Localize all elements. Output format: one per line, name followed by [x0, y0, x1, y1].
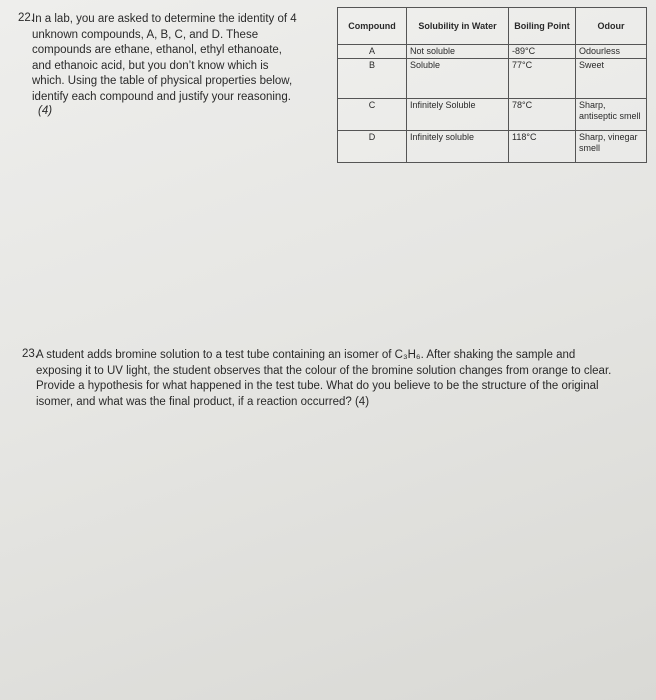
cell-odour: Sweet — [576, 59, 647, 99]
question-23-text: A student adds bromine solution to a test tube containing an isomer of C₃H₆. After shaking the sample and exposing it to UV light, the student observes that the colour of the bromine solution changes from orange to clear. Provide a hypothesis for what happened in the test tube. What do you believe to be the structure of the original isomer, and what was the final product, if a reaction occurred? (4) — [36, 349, 612, 408]
question-22-text: In a lab, you are asked to determine the identity of 4 unknown compounds, A, B, C, and D. These compounds are ethane, ethanol, ethyl ethanoate, and ethanoic acid, but you don’t know which is which. Using the table of physical properties below, identify each compound and justify your reasoning. — [32, 13, 297, 103]
cell-odour: Odourless — [576, 45, 647, 59]
table-row — [338, 99, 647, 131]
cell-boiling-point: 77°C — [509, 59, 576, 99]
cell-odour: Sharp, vinegar smell — [576, 131, 647, 163]
cell-boiling-point: 118°C — [509, 131, 576, 163]
cell-solubility: Infinitely soluble — [407, 131, 509, 163]
question-23-number: 23. — [22, 348, 38, 360]
header-boiling-point: Boiling Point — [509, 8, 576, 45]
header-odour: Odour — [576, 8, 647, 45]
cell-solubility: Infinitely Soluble — [407, 99, 509, 131]
table-row — [338, 45, 647, 59]
question-22-marks: (4) — [38, 105, 53, 117]
cell-odour: Sharp, antiseptic smell — [576, 99, 647, 131]
cell-boiling-point: -89°C — [509, 45, 576, 59]
cell-compound: D — [338, 131, 407, 163]
cell-solubility: Not soluble — [407, 45, 509, 59]
cell-solubility: Soluble — [407, 59, 509, 99]
table-header-row — [338, 8, 647, 45]
header-solubility: Solubility in Water — [407, 8, 509, 45]
cell-compound: B — [338, 59, 407, 99]
cell-boiling-point: 78°C — [509, 99, 576, 131]
table-row — [338, 59, 647, 99]
physical-properties-table — [337, 7, 647, 163]
table-row — [338, 131, 647, 163]
cell-compound: C — [338, 99, 407, 131]
header-compound: Compound — [338, 8, 407, 45]
cell-compound: A — [338, 45, 407, 59]
question-22-number: 22. — [18, 12, 34, 24]
